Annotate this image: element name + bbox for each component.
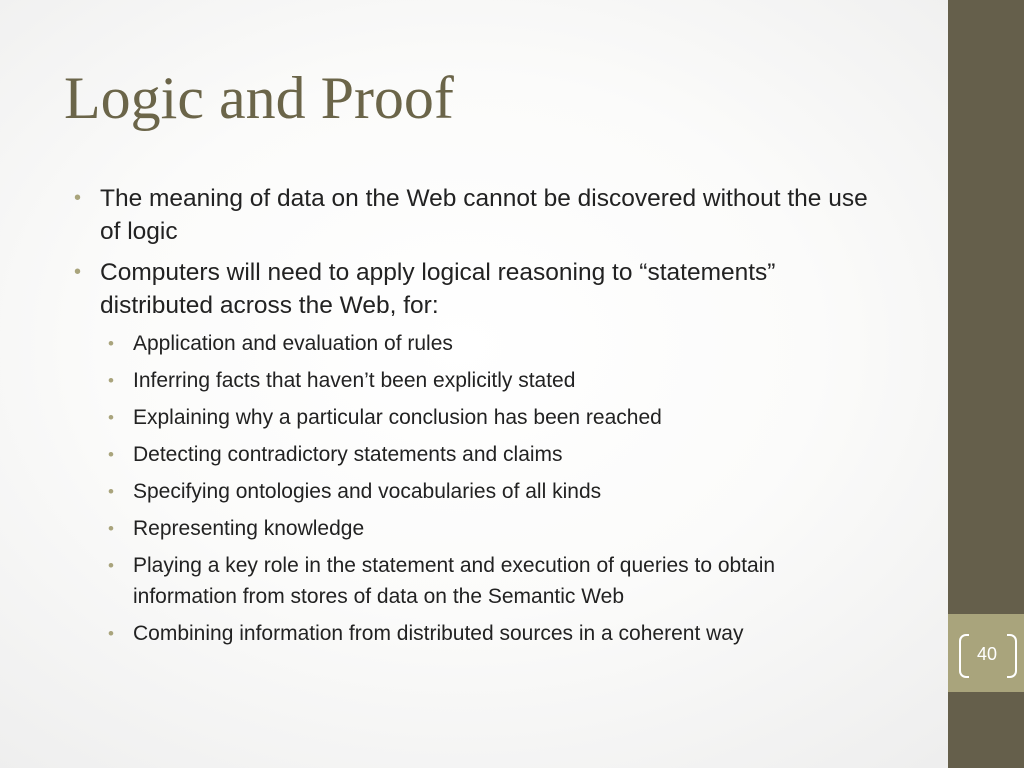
sub-bullet-text: Specifying ontologies and vocabularies of all kinds [133, 480, 602, 503]
bullet-text: The meaning of data on the Web cannot be discovered without the use of logic [100, 185, 868, 245]
sub-bullet-text: Application and evaluation of rules [133, 332, 453, 355]
bullet-text: Computers will need to apply logical reasoning to “statements” distributed across the Web, for: [100, 259, 776, 319]
sub-bullet-item [100, 618, 874, 649]
bullet-list [74, 182, 874, 657]
sub-bullet-dot-icon: • [108, 334, 114, 353]
sub-bullet-dot-icon: • [108, 624, 114, 643]
bullet-item [74, 256, 874, 649]
sub-bullet-dot-icon: • [108, 556, 114, 575]
sub-bullet-text: Representing knowledge [133, 517, 365, 540]
sub-bullet-item [100, 550, 874, 612]
sub-bullet-item [100, 365, 874, 396]
sub-bullet-dot-icon: • [108, 371, 114, 390]
sub-bullet-item [100, 476, 874, 507]
sub-bullet-text: Detecting contradictory statements and claims [133, 443, 563, 466]
bullet-dot-icon: • [74, 261, 82, 283]
sub-bullet-item [100, 328, 874, 359]
sub-bullet-list [100, 328, 874, 649]
sub-bullet-text: Combining information from distributed sources in a coherent way [133, 622, 744, 645]
bullet-item [74, 182, 874, 248]
sub-bullet-text: Explaining why a particular conclusion has been reached [133, 406, 662, 429]
bullet-dot-icon: • [74, 187, 82, 209]
slide-title: Logic and Proof [64, 65, 454, 131]
sub-bullet-text: Playing a key role in the statement and execution of queries to obtain information from stores of data on the Semantic Web [133, 554, 776, 608]
sub-bullet-item [100, 439, 874, 470]
sub-bullet-dot-icon: • [108, 482, 114, 501]
sub-bullet-dot-icon: • [108, 519, 114, 538]
page-number: 40 [976, 644, 998, 664]
sub-bullet-text: Inferring facts that haven’t been explicitly stated [133, 369, 576, 392]
sub-bullet-dot-icon: • [108, 408, 114, 427]
sub-bullet-item [100, 513, 874, 544]
sub-bullet-item [100, 402, 874, 433]
sub-bullet-dot-icon: • [108, 445, 114, 464]
